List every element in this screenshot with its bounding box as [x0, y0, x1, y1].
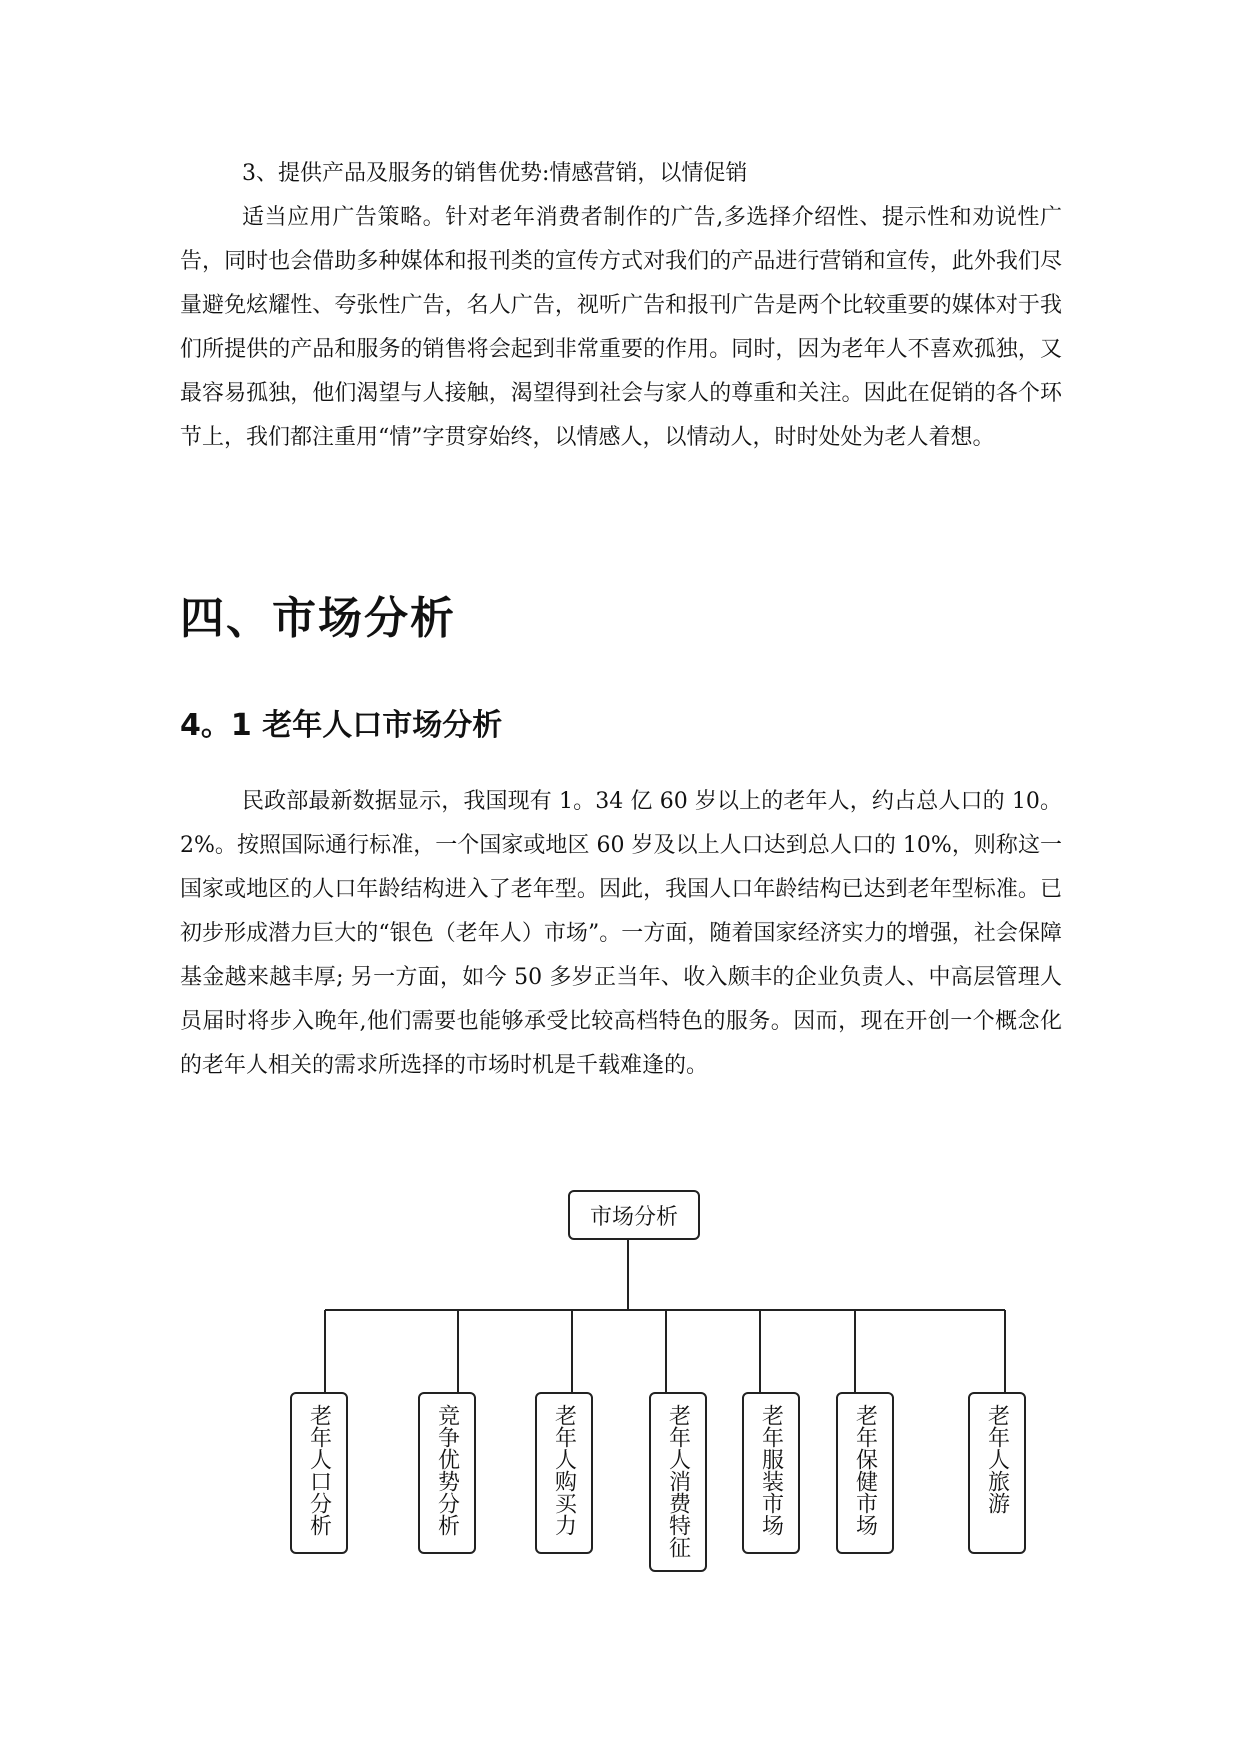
section-4-1-title: 4。1 老年人口市场分析 [180, 708, 503, 743]
chapter-title: 四、市场分析 [180, 593, 456, 644]
org-chart-leaf-purchasing-power [535, 1392, 593, 1554]
section-3-paragraph: 适当应用广告策略。针对老年消费者制作的广告,多选择介绍性、提示性和劝说性广告，同时也会借助多种媒体和报刊类的宣传方式对我们的产品进行营销和宣传，此外我们尽量避免炫耀性、夸张性广告，名人广告，视听广告和报刊广告是两个比较重要的媒体对于我们所提供的产品和服务的销售将会起到非常重要的作用。同时，因为老年人不喜欢孤独，又最容易孤独，他们渴望与人接触，渴望得到社会与家人的尊重和关注。因此在促销的各个环节上，我们都注重用“情”字贯穿始终，以情感人，以情动人，时时处处为老人着想。 [180, 205, 1062, 450]
org-chart-leaf-health [836, 1392, 894, 1554]
leaf-label: 竞争优势分析 [434, 1404, 460, 1536]
org-chart-leaf-travel [968, 1392, 1026, 1554]
leaf-label: 老年人旅游 [984, 1404, 1010, 1514]
org-chart-leaf-population [290, 1392, 348, 1554]
leaf-label: 老年服装市场 [758, 1404, 784, 1536]
leaf-label: 老年保健市场 [852, 1404, 878, 1536]
org-chart-root-label: 市场分析 [589, 1204, 678, 1230]
org-chart-root [568, 1190, 700, 1240]
org-chart-leaf-competition [418, 1392, 476, 1554]
leaf-label: 老年人口分析 [306, 1404, 332, 1536]
leaf-label: 老年人消费特征 [665, 1404, 691, 1558]
section-3-heading: 3、提供产品及服务的销售优势:情感营销，以情促销 [242, 161, 748, 186]
org-chart-leaf-consumption [649, 1392, 707, 1572]
leaf-label: 老年人购买力 [551, 1404, 577, 1536]
org-chart-leaf-clothing [742, 1392, 800, 1554]
section-4-1-paragraph: 民政部最新数据显示，我国现有 1。34 亿 60 岁以上的老年人，约占总人口的 10。2%。按照国际通行标准，一个国家或地区 60 岁及以上人口达到总人口的 10%，则称这一国家或地区的人口年龄结构进入了老年型。因此，我国人口年龄结构已达到老年型标准。已初步形成潜力巨大的“银色（老年人）市场”。一方面，随着国家经济实力的增强，社会保障基金越来越丰厚; 另一方面，如今 50 多岁正当年、收入颇丰的企业负责人、中高层管理人员届时将步入晚年,他们需要也能够承受比较高档特色的服务。因而，现在开创一个概念化的老年人相关的需求所选择的市场时机是千载难逢的。 [180, 789, 1062, 1078]
